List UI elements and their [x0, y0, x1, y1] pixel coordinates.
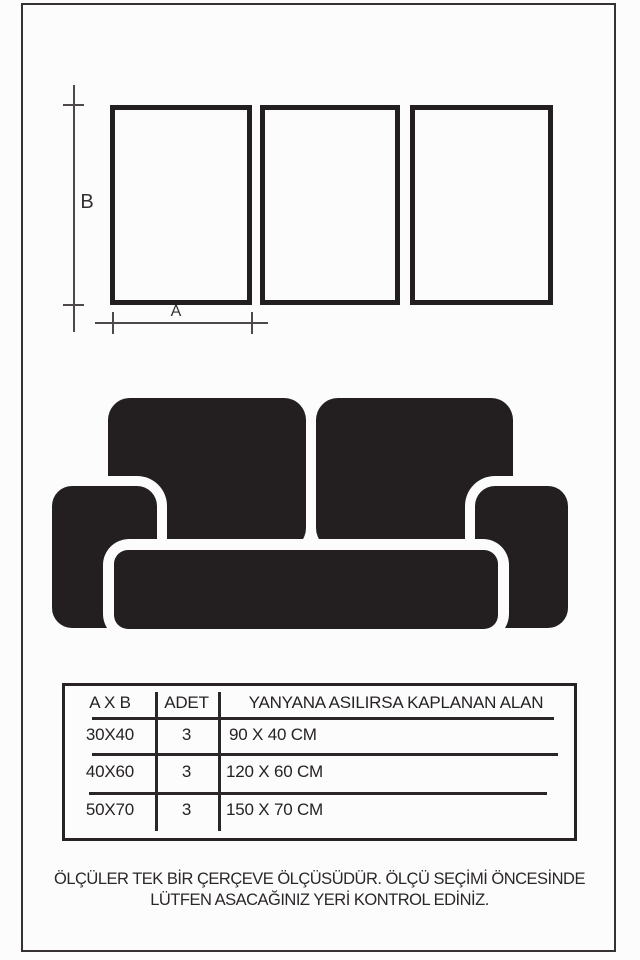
table-cell-size: 30X40 — [85, 725, 135, 744]
dimension-tick — [251, 312, 253, 334]
footer-note — [22, 869, 617, 911]
table-cell-count: 3 — [181, 800, 192, 819]
sofa-icon — [30, 385, 590, 645]
table-cell-count: 3 — [181, 762, 192, 781]
dimension-line-a — [95, 322, 268, 324]
table-cell-size: 40X60 — [85, 762, 135, 781]
dimension-tick — [63, 104, 84, 106]
dimension-tick — [63, 304, 84, 306]
dimension-label-b: B — [80, 191, 94, 213]
dimension-tick — [112, 312, 114, 334]
dimension-label-a: A — [170, 303, 182, 320]
table-column-line — [218, 692, 221, 831]
table-header-axb: A X B — [89, 693, 131, 712]
table-cell-size: 50X70 — [85, 800, 135, 819]
table-row-line — [92, 753, 558, 756]
dimension-line-b — [73, 85, 75, 332]
table-cell-area: 150 X 70 CM — [226, 800, 324, 819]
table-cell-area: 90 X 40 CM — [229, 725, 317, 744]
table-row-line — [92, 717, 554, 720]
picture-frame — [410, 105, 553, 305]
picture-frame — [110, 105, 252, 305]
picture-frame — [260, 105, 400, 305]
table-header-area: YANYANA ASILIRSA KAPLANAN ALAN — [248, 693, 544, 712]
size-table — [62, 683, 577, 841]
table-cell-area: 120 X 60 CM — [226, 762, 324, 781]
footer-note-line2: LÜTFEN ASACAĞINIZ YERİ KONTROL EDİNİZ. — [150, 891, 489, 909]
table-cell-count: 3 — [181, 725, 192, 744]
table-row-line — [89, 792, 547, 795]
footer-note-line1: ÖLÇÜLER TEK BİR ÇERÇEVE ÖLÇÜSÜDÜR. ÖLÇÜ SEÇİMİ ÖNCESİNDE — [54, 870, 585, 888]
table-header-adet: ADET — [164, 693, 209, 712]
